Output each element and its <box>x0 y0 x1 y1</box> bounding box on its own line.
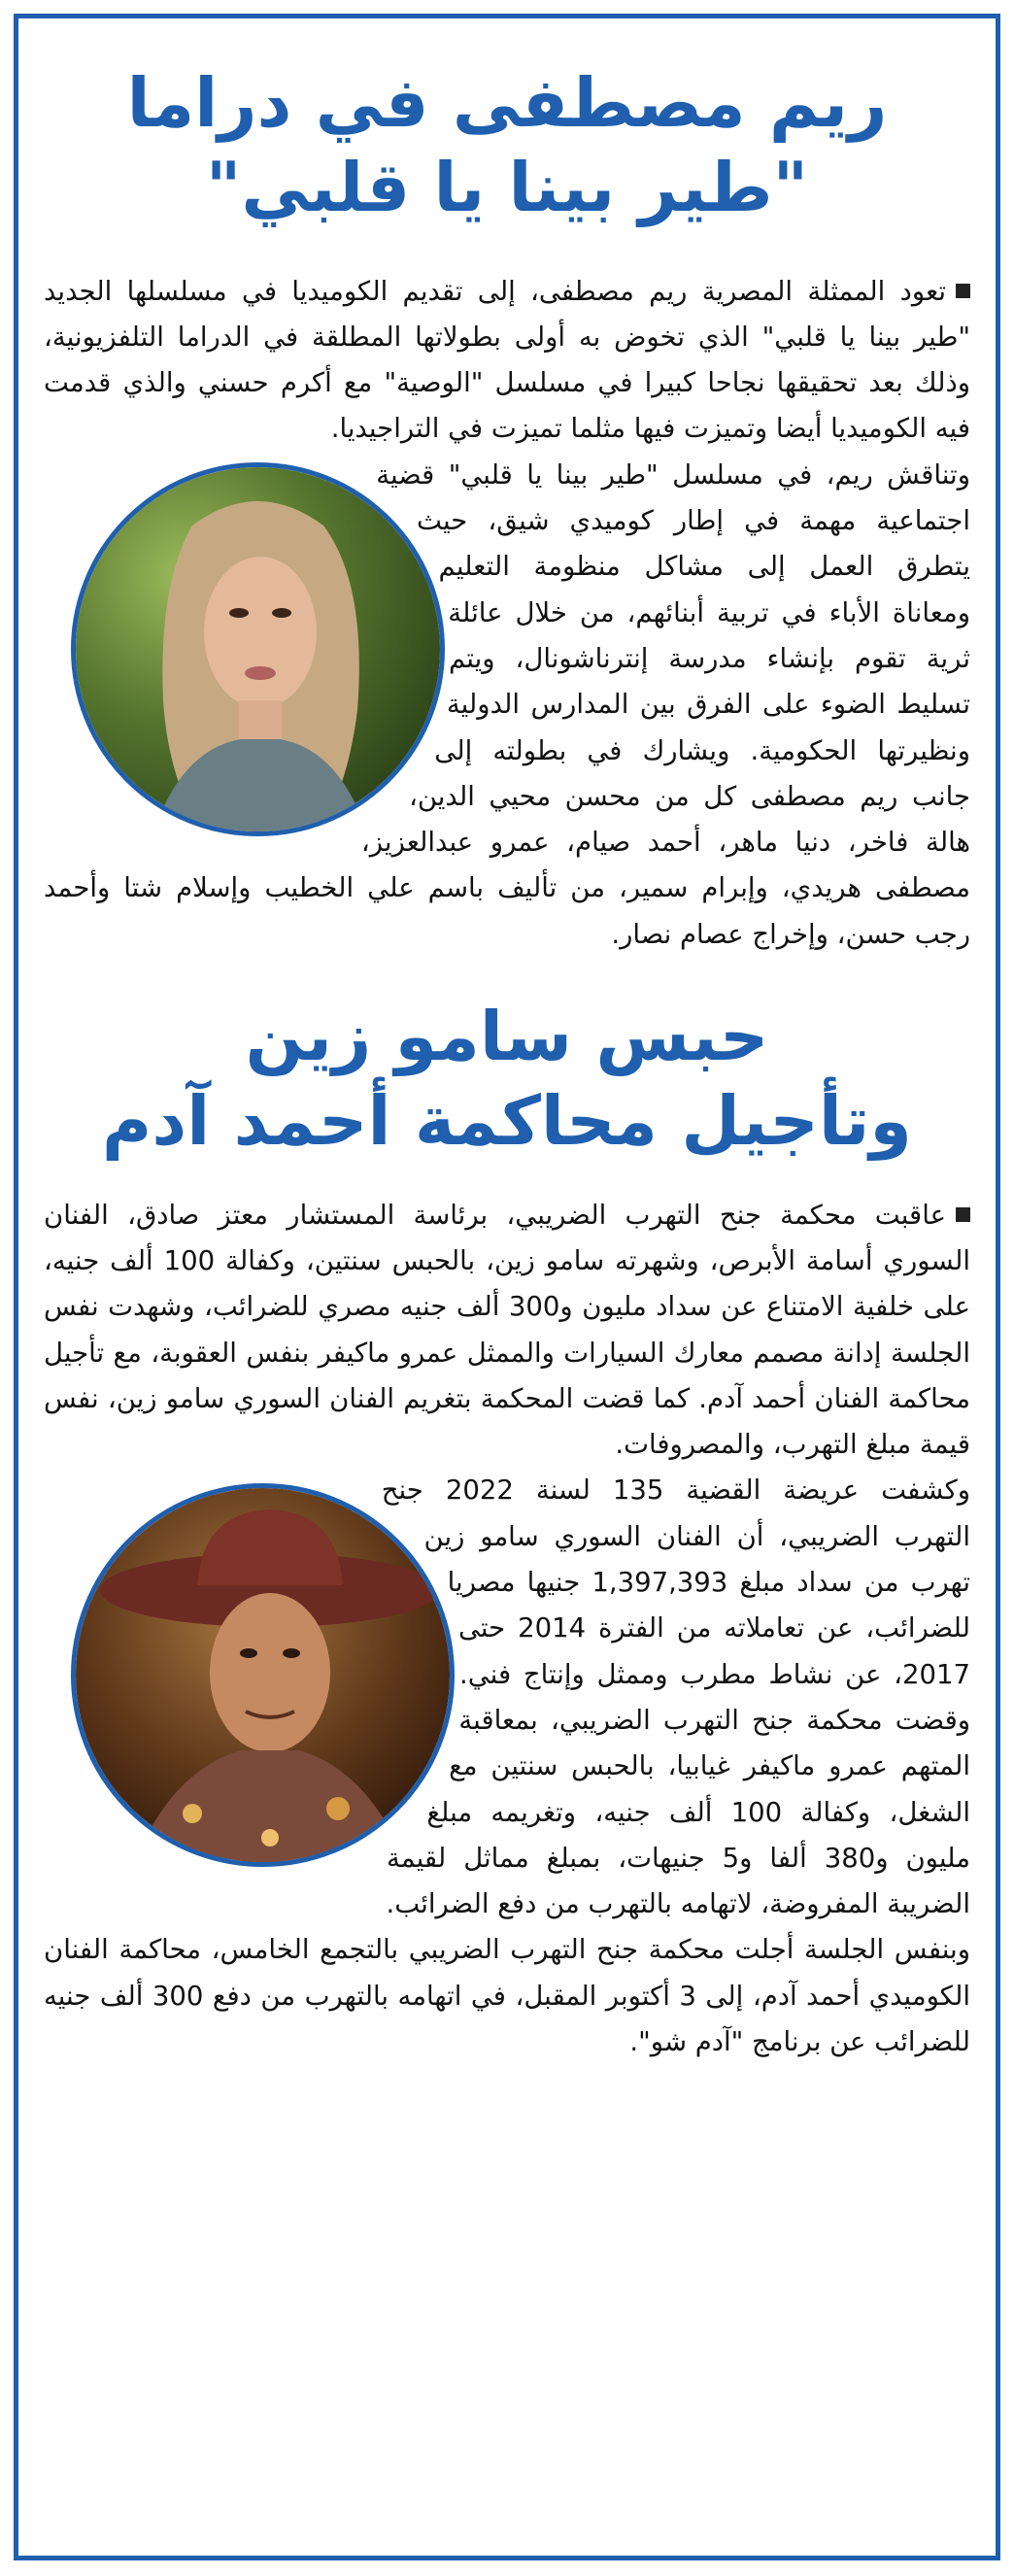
article1-paragraph: تعود الممثلة المصرية ريم مصطفى، إلى تقديم الكوميديا في مسلسلها الجديد "طير بينا يا قلبي" الذي تخوض به أولى بطولاتها المطلقة في الدراما التلفزيونية، وذلك بعد تحقيقها نجاحا كبيرا في مسلسل "الوصية" مع أكرم حسني والذي قدمت فيه الكوميديا أيضا وتميزت فيها مثلما تميزت في التراجيديا. <box>44 275 970 445</box>
samo-zein-photo <box>71 1483 455 1867</box>
article1-headline <box>44 61 970 230</box>
article2-paragraph: وكشفت عريضة القضية 135 لسنة 2022 جنح التهرب الضريبي، أن الفنان السوري سامو زين تهرب من سداد مبلغ 1,397,393 جنيها مصريا للضرائب، عن تعاملاته من الفترة 2014 حتى 2017، عن نشاط مطرب وممثل وإنتاج فني. وقضت محكمة جنح التهرب الضريبي، بمعاقبة المتهم عمرو ماكيفر غيابيا، بالحبس سنتين مع الشغل، وكفالة 100 ألف جنيه، وتغريمه مبلغ مليون و380 ألفا و5 جنيهات، بمبلغ مماثل لقيمة الضريبة المفروضة، لاتهامه بالتهرب من دفع الضرائب. <box>381 1474 971 1920</box>
article1-body <box>44 269 970 958</box>
square-bullet-icon <box>956 284 970 298</box>
article2-photo-wrap <box>61 1474 459 1881</box>
article1-paragraph: وتناقش ريم، في مسلسل "طير بينا يا قلبي" قضية اجتماعية مهمة في إطار كوميدي شيق، حيث يتطرق العمل إلى مشاكل منظومة التعليم ومعاناة الأباء في تربية أبنائهم، من خلال عائلة ثرية تقوم بإنشاء مدرسة إنترناشونال، ويتم تسليط الضوء على الفرق بين المدارس الدولية ونظيرتها الحكومية. ويشارك في بطولته إلى جانب ريم مصطفى كل من محسن محيي الدين، هالة فاخر، دنيا ماهر، أحمد صيام، عمرو عبدالعزيز، مصطفى هريدي، وإبرام سمير، من تأليف باسم علي الخطيب وإسلام شتا وأحمد رجب حسن، وإخراج عصام نصار. <box>44 458 970 950</box>
article2-body <box>44 1193 970 2066</box>
square-bullet-icon <box>956 1207 970 1222</box>
article2-headline-line1: حبس سامو زين <box>245 997 769 1077</box>
article2-headline-line2: وتأجيل محاكمة أحمد آدم <box>102 1080 912 1161</box>
article2-paragraph: عاقبت محكمة جنح التهرب الضريبي، برئاسة المستشار معتز صادق، الفنان السوري أسامة الأبرص، وشهرته سامو زين، بالحبس سنتين، وكفالة 100 ألف جنيه، على خلفية الامتناع عن سداد مليون و300 ألف جنيه مصري للضرائب، وشهدت نفس الجلسة إدانة مصمم معارك السيارات والممثل عمرو ماكيفر بنفس العقوبة، مع تأجيل محاكمة الفنان أحمد آدم. كما قضت المحكمة بتغريم الفنان السوري سامو زين، نفس قيمة مبلغ التهرب، والمصروفات. <box>44 1199 970 1461</box>
article1-headline-line2: "طير بينا يا قلبي" <box>205 147 809 227</box>
reem-mostafa-photo <box>71 462 445 836</box>
article2-headline <box>44 995 970 1164</box>
article2-paragraph: وبنفس الجلسة أجلت محكمة جنح التهرب الضريبي بالتجمع الخامس، محاكمة الفنان الكوميدي أحمد آدم، إلى 3 أكتوبر المقبل، في اتهامه بالتهرب من دفع 300 ألف جنيه للضرائب عن برنامج "آدم شو". <box>44 1934 970 2057</box>
article1-headline-line1: ريم مصطفى في دراما <box>126 63 888 143</box>
page-frame <box>14 14 1000 2560</box>
article1-photo-wrap <box>61 453 450 851</box>
